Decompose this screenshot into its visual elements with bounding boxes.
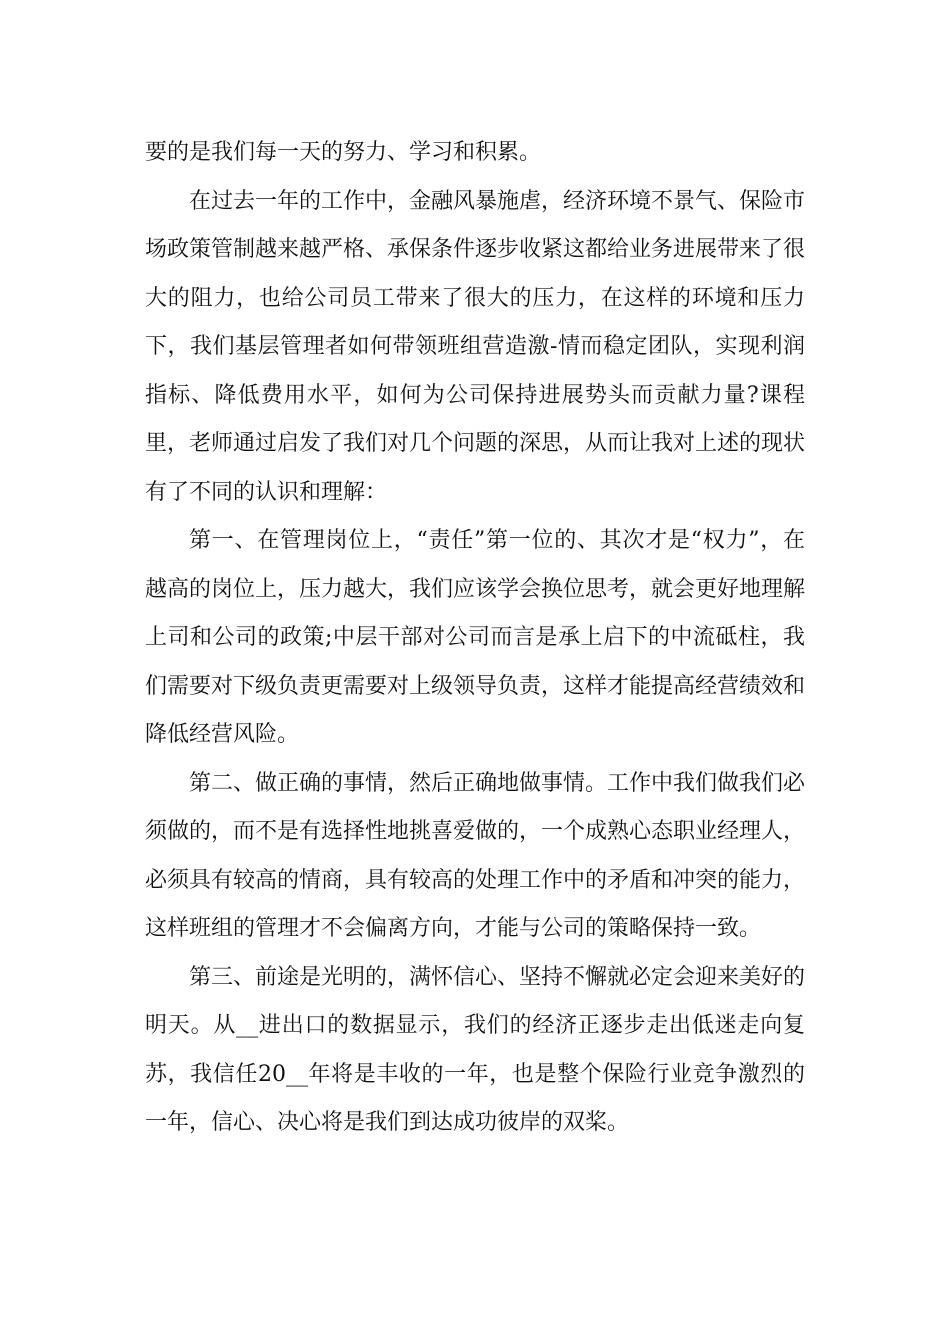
paragraph-second-point: 第二、做正确的事情，然后正确地做事情。工作中我们做我们必须做的，而不是有选择性地挑喜爱做的，一个成熟心态职业经理人，必须具有较高的情商，具有较高的处理工作中的矛盾和冲突的能力，这样班组的管理才不会偏离方向，才能与公司的策略保持一致。 <box>145 770 806 941</box>
paragraph-first-point: 第一、在管理岗位上，“责任”第一位的、其次才是“权力”，在越高的岗位上，压力越大，我们应该学会换位思考，就会更好地理解上司和公司的政策;中层干部对公司而言是承上启下的中流砥柱，我们需要对下级负责更需要对上级领导负责，这样才能提高经营绩效和降低经营风险。 <box>145 528 806 747</box>
paragraph-past-year: 在过去一年的工作中，金融风暴施虐，经济环境不景气、保险市场政策管制越来越严格、承保条件逐步收紧这都给业务进展带来了很大的阻力，也给公司员工带来了很大的压力，在这样的环境和压力下，我们基层管理者如何带领班组营造激-情而稳定团队，实现利润指标、降低费用水平，如何为公司保持进展势头而贡献力量?课程里，老师通过启发了我们对几个问题的深思，从而让我对上述的现状有了不同的认识和理解： <box>145 188 806 505</box>
paragraph-continuation: 要的是我们每一天的努力、学习和积累。 <box>145 140 542 165</box>
document-body <box>145 129 805 1148</box>
paragraph-third-point: 第三、前途是光明的，满怀信心、坚持不懈就必定会迎来美好的明天。从__进出口的数据显示，我们的经济正逐步走出低迷走向复苏，我信任20__年将是丰收的一年，也是整个保险行业竞争激烈的一年，信心、决心将是我们到达成功彼岸的双桨。 <box>145 964 806 1135</box>
